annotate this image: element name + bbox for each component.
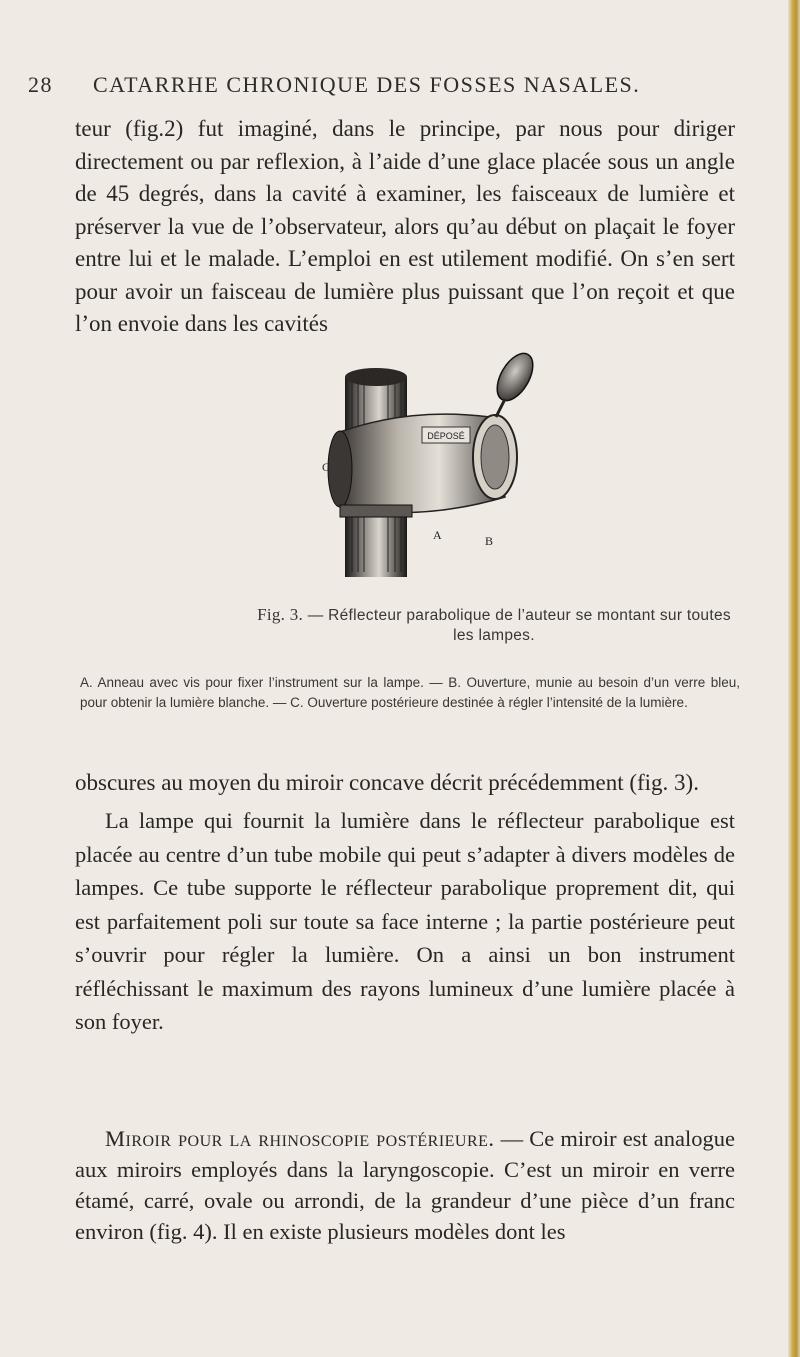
paragraph-4 [75,1123,735,1247]
page-edge [788,0,800,1357]
running-title: CATARRHE CHRONIQUE DES FOSSES NASALES. [93,72,641,97]
label-c: C [322,460,331,474]
paragraph-1: teur (fig.2) fut imaginé, dans le principe, par nous pour diriger directement ou par reflexion, à l’aide d’une glace placée sous un angle de 45 degrés, dans la cavité à examiner, les faisceaux de lumière et préserver la vue de l’observateur, alors qu’au début on plaçait le foyer entre lui et le malade. L’emploi en est utilement modifié. On s’en sert pour avoir un faisceau de lumière plus puissant que l’on reçoit et que l’on envoie dans les cavités [75,116,735,336]
figure-number: Fig. 3. [257,605,304,624]
page-number: 28 [28,72,53,97]
paragraph-4-body: — Ce miroir est analogue aux miroirs employés dans la laryngoscopie. C’est un miroir en verre étamé, carré, ovale ou arrondi, de la grandeur d’une pièce d’un franc environ (fig. 4). Il en existe plusieurs modèles dont les [75,1126,735,1244]
tube-top [345,368,407,386]
blue-glass-lens [490,347,540,406]
label-b: B [485,534,494,548]
figure-caption [254,605,734,646]
figure-caption-text: — Réflecteur parabolique de l’auteur se montant sur toutes les lampes. [303,607,731,644]
figure-3-reflector-illustration [300,337,545,582]
paragraph-2: obscures au moyen du miroir concave décrit précédemment (fig. 3). [75,770,699,795]
depose-stamp: DÉPOSÉ [427,431,465,441]
section-heading: Miroir pour la rhinoscopie postérieure. [105,1126,495,1151]
back-opening-c [328,431,352,507]
label-a: A [433,528,442,542]
reflector-engraving [300,337,545,582]
fixing-ring-a [340,505,412,517]
figure-legend: A. Anneau avec vis pour fixer l’instrument sur la lampe. — B. Ouverture, munie au besoin d’un verre bleu, pour obtenir la lumière blanche. — C. Ouverture postérieure destinée à régler l’intensité de la lumière. [80,675,740,710]
paragraph-3: La lampe qui fournit la lumière dans le réflecteur parabolique est placée au centre d’un tube mobile qui peut s’adapter à divers modèles de lampes. Ce tube supporte le réflecteur parabolique proprement dit, qui est parfaitement poli sur toute sa face interne ; la partie postérieure peut s’ouvrir pour régler la lumière. On a ainsi un bon instrument réfléchissant le maximum des rayons lumineux d’une lumière placée à son foyer. [75,808,735,1034]
